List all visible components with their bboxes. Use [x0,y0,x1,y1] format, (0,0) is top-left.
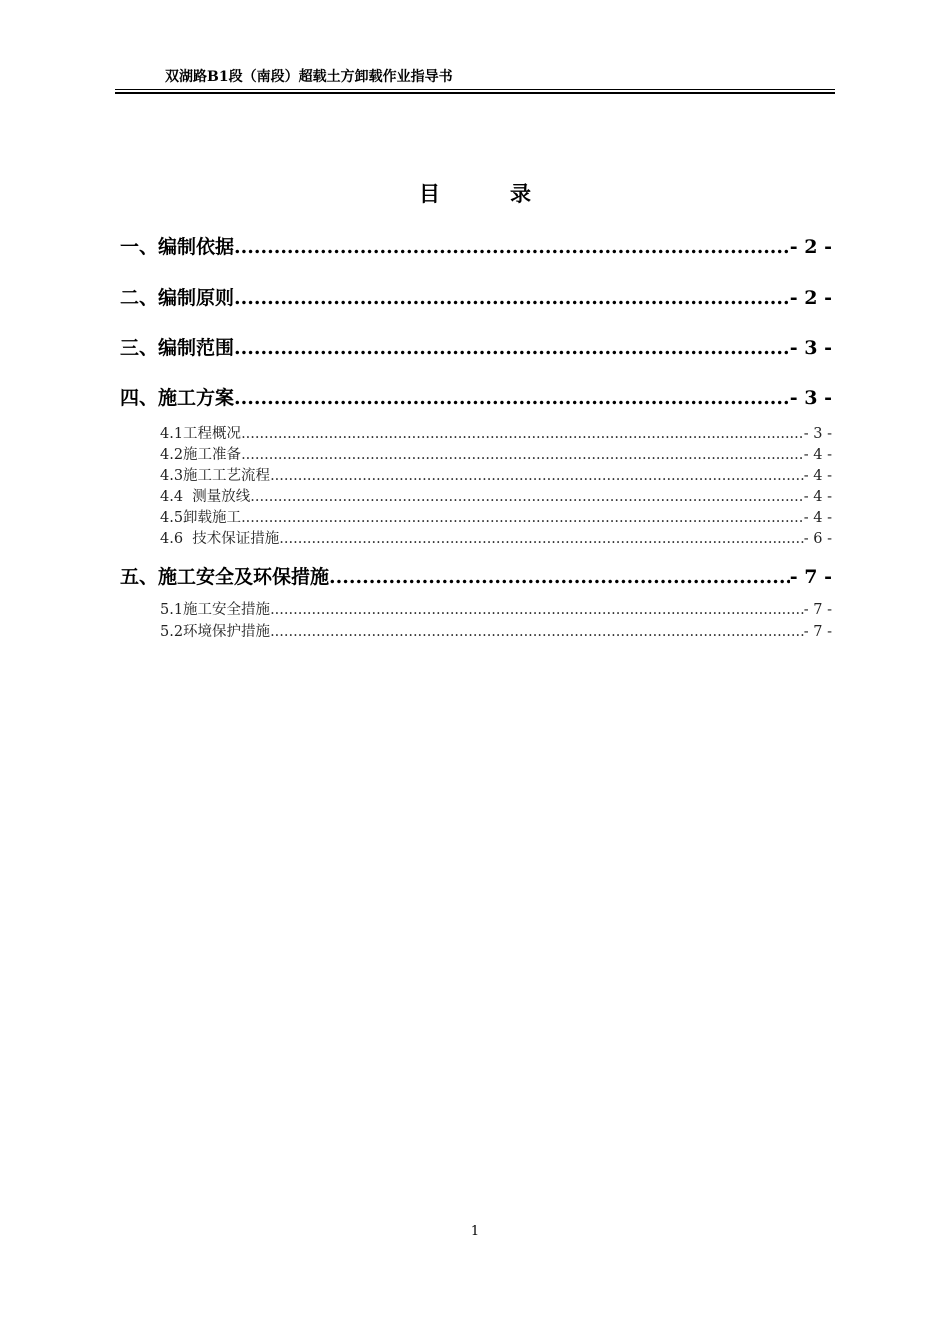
toc-leader-dots [234,337,790,359]
toc-leader-dots [234,387,790,409]
toc-leader-dots [329,566,790,588]
toc-entry-page: - 2 - [789,287,832,309]
toc-leader-dots [270,468,804,484]
toc-entry-page: - 6 - [803,531,832,547]
toc-entry-page: - 7 - [803,624,832,640]
toc-title [0,178,950,208]
toc-entry-label: 4.2施工准备 [160,447,242,463]
toc-subentry[interactable] [160,527,832,548]
toc-entry-page: - 4 - [803,468,832,484]
toc-entry-label: 二、编制原则 [120,287,235,309]
toc-entry-label: 三、编制范围 [120,337,235,359]
header-rule-thick [115,92,835,94]
toc-leader-dots [250,489,803,505]
header-title: 双湖路B1段（南段）超载土方卸载作业指导书 [165,69,453,85]
toc-entry-label: 5.1施工安全措施 [160,602,271,618]
toc-title-left: 目 [419,181,440,206]
toc-entry-label: 一、编制依据 [120,236,235,258]
toc-entry-label: 4.4 测量放线 [160,489,251,505]
toc-subentry[interactable] [160,485,832,506]
toc-subentry[interactable] [160,506,832,527]
toc-entry[interactable] [120,562,832,589]
toc-entry-label: 5.2环境保护措施 [160,624,271,640]
toc-entry-label: 五、施工安全及环保措施 [120,566,330,588]
toc-entry-page: - 3 - [789,387,832,409]
toc-entry-page: - 3 - [803,426,832,442]
toc-leader-dots [234,236,790,258]
header-rule-thin [115,89,835,90]
toc-entry[interactable] [120,283,832,310]
toc-entry-label: 4.1工程概况 [160,426,242,442]
toc-leader-dots [279,531,803,547]
toc-entry-page: - 7 - [803,602,832,618]
toc-subentry[interactable] [160,464,832,485]
toc-leader-dots [234,287,790,309]
toc-entry-label: 4.6 技术保证措施 [160,531,280,547]
toc-entry-label: 4.3施工工艺流程 [160,468,271,484]
toc-leader-dots [241,426,804,442]
toc-entry-page: - 7 - [789,566,832,588]
toc-leader-dots [241,510,804,526]
toc-entry[interactable] [120,232,832,259]
toc-subentry[interactable] [160,422,832,443]
toc-subentry[interactable] [160,620,832,641]
toc-entry-label: 四、施工方案 [120,387,235,409]
toc-entry-page: - 4 - [803,447,832,463]
toc-entry-page: - 4 - [803,510,832,526]
toc-leader-dots [241,447,804,463]
toc-entry[interactable] [120,383,832,410]
toc-entry-page: - 2 - [789,236,832,258]
toc-entry-page: - 4 - [803,489,832,505]
page-number: 1 [470,1224,480,1239]
toc-entry[interactable] [120,333,832,360]
toc-title-right: 录 [510,181,531,206]
toc-leader-dots [270,624,804,640]
toc-entry-page: - 3 - [789,337,832,359]
toc-subentry[interactable] [160,598,832,619]
toc-leader-dots [270,602,804,618]
toc-subentry[interactable] [160,443,832,464]
toc-entry-label: 4.5卸载施工 [160,510,242,526]
